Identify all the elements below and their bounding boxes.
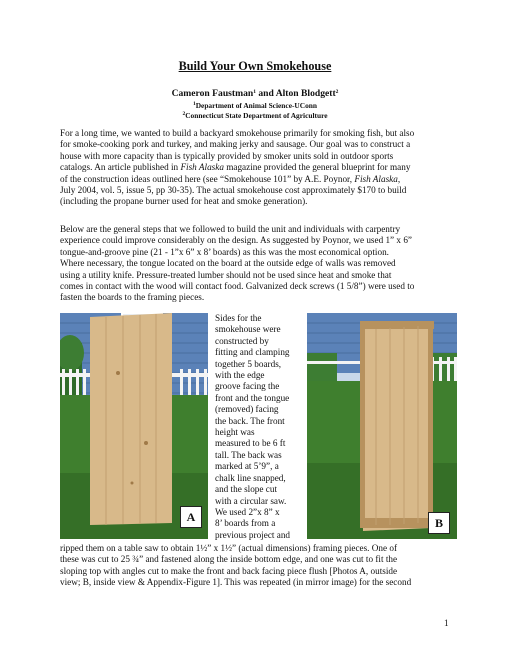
side-column-text	[215, 313, 307, 541]
paragraph-line: catalogs. An article published in Fish Alaska magazine provided the general blueprint for many	[60, 162, 411, 173]
paragraph-line: tongue-and-groove pine (21 - 1”x 6” x 8’ boards) as this was the most economical option.	[60, 246, 389, 257]
column-line: groove facing the	[215, 381, 280, 392]
column-line: tall. The back was	[215, 449, 282, 460]
paragraph-line: comes in contact with the wood will contact food. Galvanized deck screws (1 5/8”) were used to	[60, 281, 415, 292]
paragraph-framing	[60, 543, 460, 589]
paragraph-line: house with more capacity than is typically provided by smoker units sold in outdoor sports	[60, 150, 394, 161]
paragraph-line: Where necessary, the tongue located on the board at the outside edge of walls was removed	[60, 258, 396, 269]
paragraph-line: For a long time, we wanted to build a backyard smokehouse primarily for smoking fish, but also	[60, 128, 415, 138]
column-line: previous project and	[215, 529, 291, 540]
column-line: constructed by	[215, 335, 269, 346]
author-1: Cameron Faustman	[171, 88, 254, 99]
affiliation-1-sup: 1	[192, 101, 196, 107]
column-line: front and the tongue	[215, 392, 290, 403]
author-1-sup: 1	[253, 89, 256, 95]
paragraph-line: July 2004, vol. 5, issue 5, pp 30-35). The actual smokehouse cost approximately $170 to build	[60, 185, 407, 196]
photo-a-label: A	[180, 506, 202, 528]
column-line: with a circular saw.	[215, 495, 287, 506]
column-line: smokehouse were	[215, 324, 281, 335]
column-line: height was	[215, 427, 255, 438]
paragraph-line: ripped them on a table saw to obtain 1½” x 1½” (actual dimensions) framing pieces. One of	[60, 543, 398, 553]
affiliation-2-sup: 2	[182, 111, 186, 117]
photo-b-inside-view	[307, 313, 457, 539]
affiliation-1	[0, 101, 510, 110]
paragraph-line: these was cut to 25 ¾” and fastened along the inside bottom edge, and one was cut to fit the	[60, 554, 398, 565]
column-line: the back. The front	[215, 415, 285, 426]
paragraph-line: of the construction ideas outlined here (see “Smokehouse 101” by A.E. Poynor, Fish Alaska,	[60, 173, 401, 184]
column-line: We used 2”x 8” x	[215, 506, 280, 517]
affiliation-2	[0, 111, 510, 120]
column-line: Sides for the	[215, 313, 262, 323]
page-title: Build Your Own Smokehouse	[178, 59, 332, 73]
column-line: 8’ boards from a	[215, 518, 276, 529]
paragraph-intro	[60, 128, 460, 208]
photo-b-label: B	[428, 512, 450, 534]
paragraph-line: (including the propane burner used for heat and smoke generation).	[60, 196, 308, 207]
column-line: measured to be 6 ft	[215, 438, 286, 449]
column-line: chalk line snapped,	[215, 472, 286, 483]
paragraph-line: fasten the boards to the framing pieces.	[60, 292, 205, 303]
paragraph-line: using a utility knife. Pressure-treated lumber should not be used since heat and smoke that	[60, 269, 392, 280]
column-line: and the slope cut	[215, 484, 277, 495]
paragraph-line: view; B, inside view & Appendix-Figure 1]. This was repeated (in mirror image) for the second	[60, 577, 412, 588]
author-line	[0, 88, 510, 99]
author-2: and Alton Blodgett	[255, 88, 336, 99]
paragraph-line: for smoke-cooking pork and turkey, and making jerky and sausage. Our goal was to construct a	[60, 139, 411, 150]
page-number: 1	[444, 618, 449, 628]
affiliation-2-text: Connecticut State Department of Agriculture	[185, 111, 328, 120]
column-line: together 5 boards,	[215, 358, 282, 369]
column-line: fitting and clamping	[215, 347, 290, 358]
column-line: with the edge	[215, 370, 265, 381]
paragraph-line: Below are the general steps that we followed to build the unit and individuals with carpentry	[60, 224, 401, 234]
paragraph-line: sloping top with angles cut to make the front and back facing piece flush [Photos A, outside	[60, 565, 398, 576]
paragraph-steps	[60, 224, 460, 304]
author-2-sup: 2	[335, 89, 339, 95]
column-line: marked at 5’9”, a	[215, 461, 279, 472]
column-line: (removed) facing	[215, 404, 279, 415]
affiliation-1-text: Department of Animal Science-UConn	[195, 101, 318, 110]
paragraph-line: experience could improve considerably on the design. As suggested by Poynor, we used 1” x 6”	[60, 235, 412, 246]
